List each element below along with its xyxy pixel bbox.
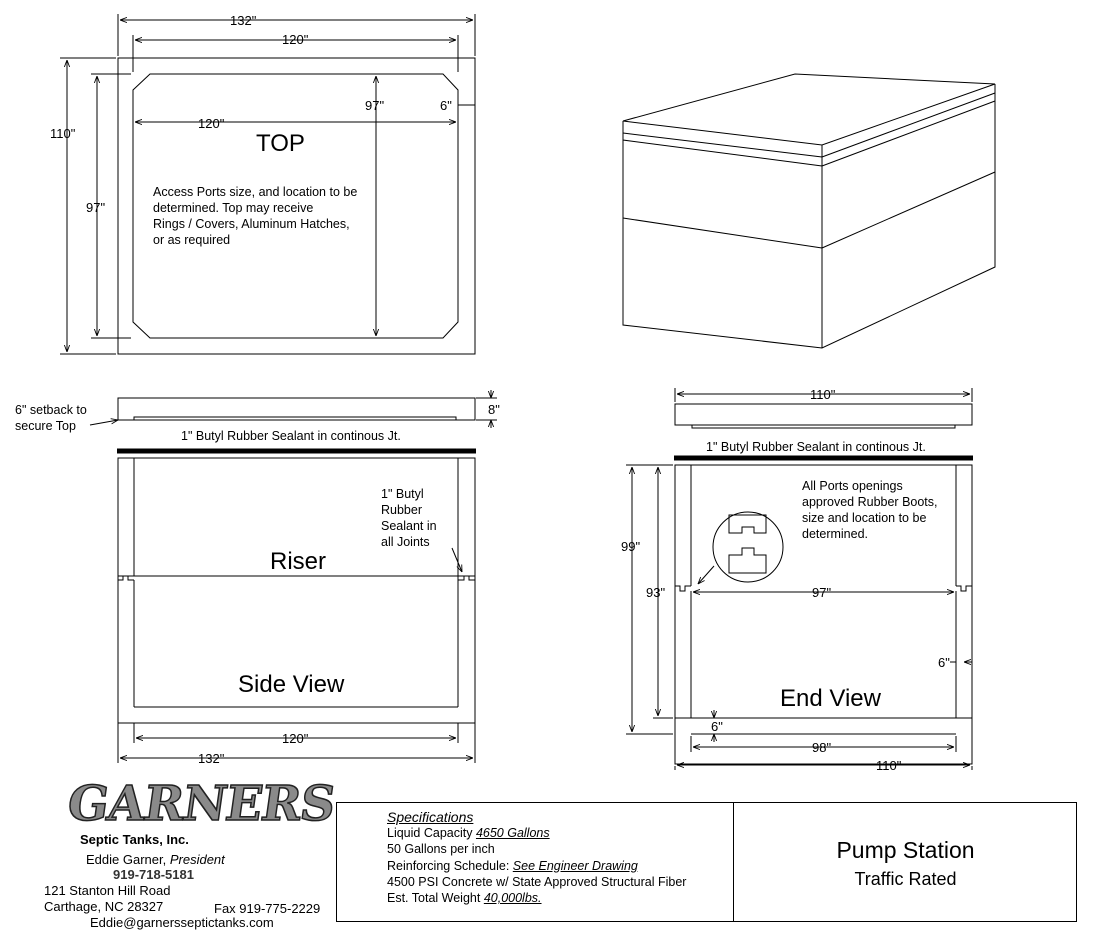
spec-weight-value: 40,000lbs. bbox=[483, 891, 542, 906]
spec-concrete: 4500 PSI Concrete w/ State Approved Structural Fiber bbox=[387, 874, 687, 889]
top-view-note bbox=[153, 185, 361, 247]
spec-reinforcing bbox=[387, 858, 686, 874]
end-dim-base-outer: 110" bbox=[876, 758, 902, 773]
end-ports-line-3: size and location to be bbox=[802, 511, 927, 525]
side-joint-line-3: Sealant in bbox=[381, 519, 437, 533]
side-sealant-note: 1" Butyl Rubber Sealant in continous Jt. bbox=[181, 429, 401, 443]
logo-wordmark: GARNERS bbox=[64, 776, 339, 832]
spec-capacity-label: Liquid Capacity bbox=[387, 826, 473, 841]
fax-number: Fax 919-775-2229 bbox=[214, 901, 321, 916]
spec-capacity-value: 4650 Gallons bbox=[475, 826, 550, 841]
top-dim-inner-depth-2: 97" bbox=[365, 98, 385, 113]
top-dim-overall-width: 132" bbox=[230, 13, 257, 28]
top-dim-setback: 6" bbox=[440, 98, 452, 113]
contact-name bbox=[86, 852, 225, 867]
spec-per-inch: 50 Gallons per inch bbox=[387, 842, 495, 857]
end-ports-line-4: determined. bbox=[802, 527, 869, 541]
address-line-1: 121 Stanton Hill Road bbox=[44, 883, 171, 898]
end-dim-inner-width: 97" bbox=[812, 585, 832, 600]
side-setback-line-1: 6" setback to bbox=[15, 403, 87, 417]
specifications-block bbox=[387, 809, 686, 906]
spec-reinforcing-value: See Engineer Drawing bbox=[512, 858, 638, 873]
top-dim-overall-depth: 110" bbox=[50, 126, 76, 141]
side-view bbox=[90, 390, 497, 763]
side-view-title: Side View bbox=[238, 671, 345, 698]
end-sealant-note: 1" Butyl Rubber Sealant in continous Jt. bbox=[706, 440, 926, 454]
side-riser-label: Riser bbox=[270, 548, 327, 575]
side-dim-inner-length: 120" bbox=[282, 731, 309, 746]
end-view-title: End View bbox=[780, 685, 881, 712]
top-note-line-4: or as required bbox=[153, 233, 231, 247]
top-note-line-3: Rings / Covers, Aluminum Hatches, bbox=[153, 217, 350, 231]
side-setback-note bbox=[15, 403, 90, 433]
side-joint-note bbox=[381, 487, 440, 549]
top-view-title: TOP bbox=[256, 130, 305, 157]
end-dim-lid-width: 110" bbox=[810, 387, 836, 402]
contact-title: President bbox=[169, 852, 225, 867]
side-dim-outer-length: 132" bbox=[198, 751, 225, 766]
top-view bbox=[60, 14, 475, 354]
spec-reinforcing-label: Reinforcing Schedule: bbox=[387, 858, 510, 873]
contact-person: Eddie Garner, bbox=[86, 852, 167, 867]
side-joint-line-1: 1" Butyl bbox=[381, 487, 424, 501]
side-joint-line-4: all Joints bbox=[381, 535, 430, 549]
specifications-title: Specifications bbox=[387, 809, 474, 825]
end-dim-total-height: 99" bbox=[621, 539, 641, 554]
top-note-line-2: determined. Top may receive bbox=[153, 201, 314, 215]
top-dim-inner-width: 120" bbox=[282, 32, 309, 47]
end-dim-inner-height: 93" bbox=[646, 585, 666, 600]
email-address: Eddie@garnersseptictanks.com bbox=[90, 915, 274, 930]
side-setback-line-2: secure Top bbox=[15, 419, 76, 433]
end-ports-line-2: approved Rubber Boots, bbox=[802, 495, 938, 509]
top-note-line-1: Access Ports size, and location to be bbox=[153, 185, 358, 199]
logo-subtitle: Septic Tanks, Inc. bbox=[80, 832, 189, 847]
title-block bbox=[336, 802, 1077, 922]
isometric-view bbox=[623, 74, 995, 348]
spec-weight-label: Est. Total Weight bbox=[387, 891, 481, 906]
end-ports-line-1: All Ports openings bbox=[802, 479, 903, 493]
end-ports-note bbox=[802, 479, 941, 541]
address-line-2: Carthage, NC 28327 bbox=[44, 899, 164, 914]
top-dim-inner-depth: 97" bbox=[86, 200, 106, 215]
spec-weight bbox=[387, 890, 686, 906]
product-name: Pump Station bbox=[836, 837, 975, 863]
product-block bbox=[734, 803, 1077, 890]
side-dim-lid-thickness: 8" bbox=[488, 402, 500, 417]
side-joint-line-2: Rubber bbox=[381, 503, 422, 517]
product-rating: Traffic Rated bbox=[854, 869, 957, 889]
contact-phone: 919-718-5181 bbox=[113, 867, 194, 882]
spec-capacity bbox=[387, 825, 686, 841]
end-dim-wall: 6" bbox=[938, 655, 950, 670]
end-dim-floor: 6" bbox=[711, 719, 723, 734]
end-dim-base-inner: 98" bbox=[812, 740, 832, 755]
top-dim-inner-width-2: 120" bbox=[198, 116, 225, 131]
